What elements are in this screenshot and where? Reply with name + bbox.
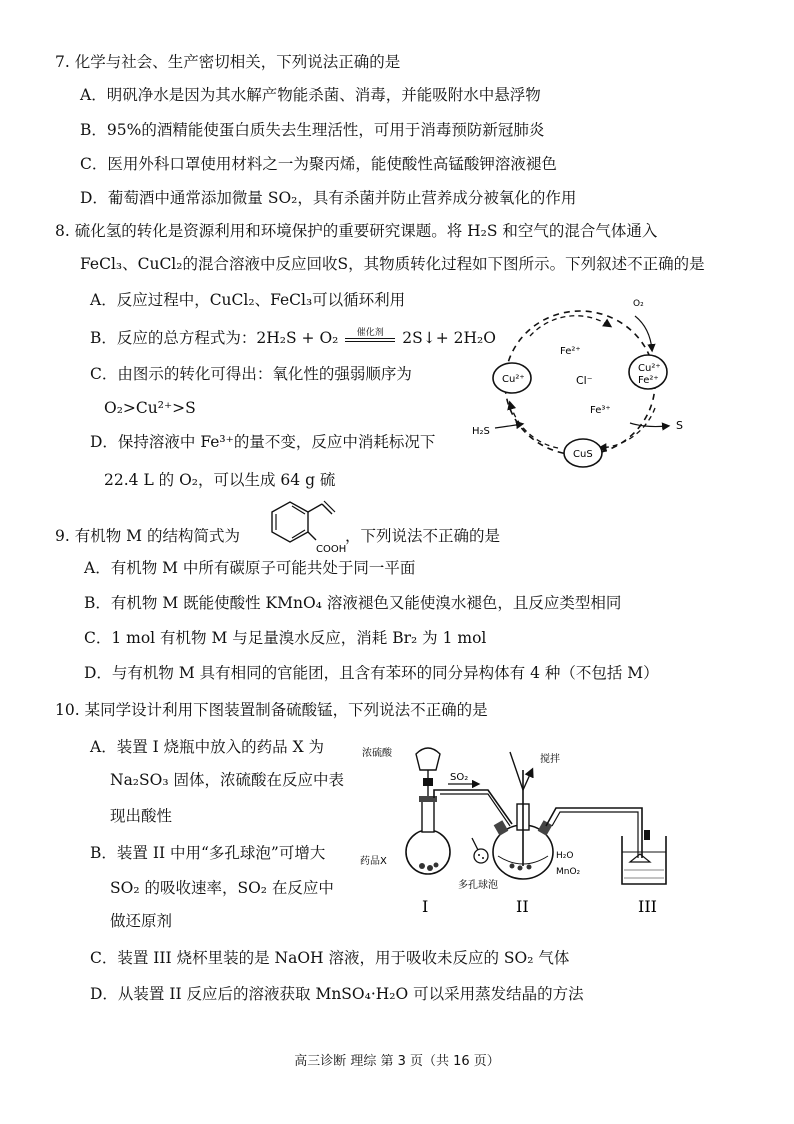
arrow-s-out [630,423,668,427]
label-cu-right: Cu²⁺ [638,363,661,374]
page-footer: 高三诊断 理综 第 3 页（共 16 页） [294,1054,500,1069]
q7-option-d: D．葡萄酒中通常添加微量 SO₂，具有杀菌并防止营养成分被氧化的作用 [80,189,577,207]
q10-option-c: C．装置 III 烧杯里装的是 NaOH 溶液，用于吸收未反应的 SO₂ 气体 [90,949,570,967]
q10-option-a-line2: Na₂SO₃ 固体，浓硫酸在反应中表 [110,771,344,789]
apparatus-i [406,748,450,874]
catalyst-label: 催化剂 [356,328,384,338]
label-cu-left: Cu²⁺ [502,374,525,385]
q10-option-b-line1: B．装置 II 中用“多孔球泡”可增大 [90,844,326,862]
q9-structure [252,500,347,555]
benzene-ring [272,502,308,542]
label-o2: O₂ [633,299,644,309]
q8-stem-line2: FeCl₃、CuCl₂的混合溶液中反应回收S，其物质转化过程如下图所示。下列叙述不正确的是 [80,255,705,273]
catalyst-arrow [343,328,397,346]
q7-stem: 7. 化学与社会、生产密切相关，下列说法正确的是 [55,53,401,71]
label-cl: Cl⁻ [576,374,593,387]
q9-option-c: C．1 mol 有机物 M 与足量溴水反应，消耗 Br₂ 为 1 mol [84,629,487,647]
q10-apparatus [360,740,700,920]
label-stir: 搅拌 [540,754,560,765]
arrow-left-bottom [510,403,558,448]
stir-arrow [510,752,532,790]
label-s: S [676,419,683,432]
q7-option-a: A．明矾净水是因为其水解产物能杀菌、消毒，并能吸附水中悬浮物 [80,86,541,104]
vinyl-bond [308,504,322,512]
tube-i-ii [434,790,512,824]
q8-option-b-right: 2S↓+ 2H₂O [402,329,496,347]
q7-option-c: C．医用外科口罩使用材料之一为聚丙烯，能使酸性高锰酸钾溶液褪色 [80,155,557,173]
q8-cycle-diagram [470,288,700,478]
apparatus-iii [622,836,666,884]
label-drug-x: 药品X [360,856,387,867]
label-apparatus-ii: II [516,897,529,916]
label-h2o: H₂O [556,851,574,861]
q9-stem-left: 9. 有机物 M 的结构简式为 [55,527,240,545]
label-apparatus-iii: III [638,897,657,916]
label-mno2: MnO₂ [556,867,581,877]
q10-option-d: D．从装置 II 反应后的溶液获取 MnSO₄·H₂O 可以采用蒸发结晶的方法 [90,985,584,1003]
q10-option-b-line3: 做还原剂 [110,912,173,930]
q9-option-b: B．有机物 M 既能使酸性 KMnO₄ 溶液褪色又能使溴水褪色，且反应类型相同 [84,594,622,612]
q8-option-b [90,328,496,348]
q9-option-a: A．有机物 M 中所有碳原子可能共处于同一平面 [84,559,416,577]
label-fe-top: Fe²⁺ [560,346,581,357]
label-cus: CuS [573,449,593,460]
label-conc-acid: 浓硫酸 [362,748,392,759]
arrow-h2s-in [495,424,522,428]
inverted-funnel [630,854,650,862]
q8-option-a: A．反应过程中，CuCl₂、FeCl₃可以循环利用 [90,291,406,309]
porous-bulb [472,838,488,863]
label-h2s: H₂S [472,426,490,437]
arrow-top [530,316,610,336]
q8-option-d-line2: 22.4 L 的 O₂，可以生成 64 g 硫 [104,471,336,489]
label-porous-bulb: 多孔球泡 [458,880,498,891]
label-apparatus-i: I [422,897,429,916]
label-fe-bottom: Fe³⁺ [590,405,611,416]
q10-option-b-line2: SO₂ 的吸收速率，SO₂ 在反应中 [110,879,334,897]
q7-option-b: B．95%的酒精能使蛋白质失去生理活性，可用于消毒预防新冠肺炎 [80,121,545,139]
q10-option-a-line1: A．装置 I 烧瓶中放入的药品 X 为 [90,738,325,756]
apparatus-ii [493,752,553,879]
q8-stem-line1: 8. 硫化氢的转化是资源利用和环境保护的重要研究课题。将 H₂S 和空气的混合气体通入 [55,222,658,240]
label-fe-right: Fe²⁺ [638,375,659,386]
q8-option-b-left: B．反应的总方程式为：2H₂S + O₂ [90,329,339,347]
q9-stem-right: ，下列说法不正确的是 [345,527,501,545]
q9-option-d: D．与有机物 M 具有相同的官能团，且含有苯环的同分异构体有 4 种（不包括 M） [84,664,659,682]
cooh-label: COOH [316,544,347,555]
q10-stem: 10. 某同学设计利用下图装置制备硫酸锰，下列说法不正确的是 [55,701,488,719]
q8-option-c-line1: C．由图示的转化可得出：氧化性的强弱顺序为 [90,365,412,383]
dropping-funnel [416,748,440,770]
label-so2: SO₂ [450,772,469,783]
q8-option-c-line2: O₂>Cu²⁺>S [104,399,196,417]
q8-option-d-line1: D．保持溶液中 Fe³⁺的量不变，反应中消耗标况下 [90,433,436,451]
q10-option-a-line3: 现出酸性 [110,807,173,825]
